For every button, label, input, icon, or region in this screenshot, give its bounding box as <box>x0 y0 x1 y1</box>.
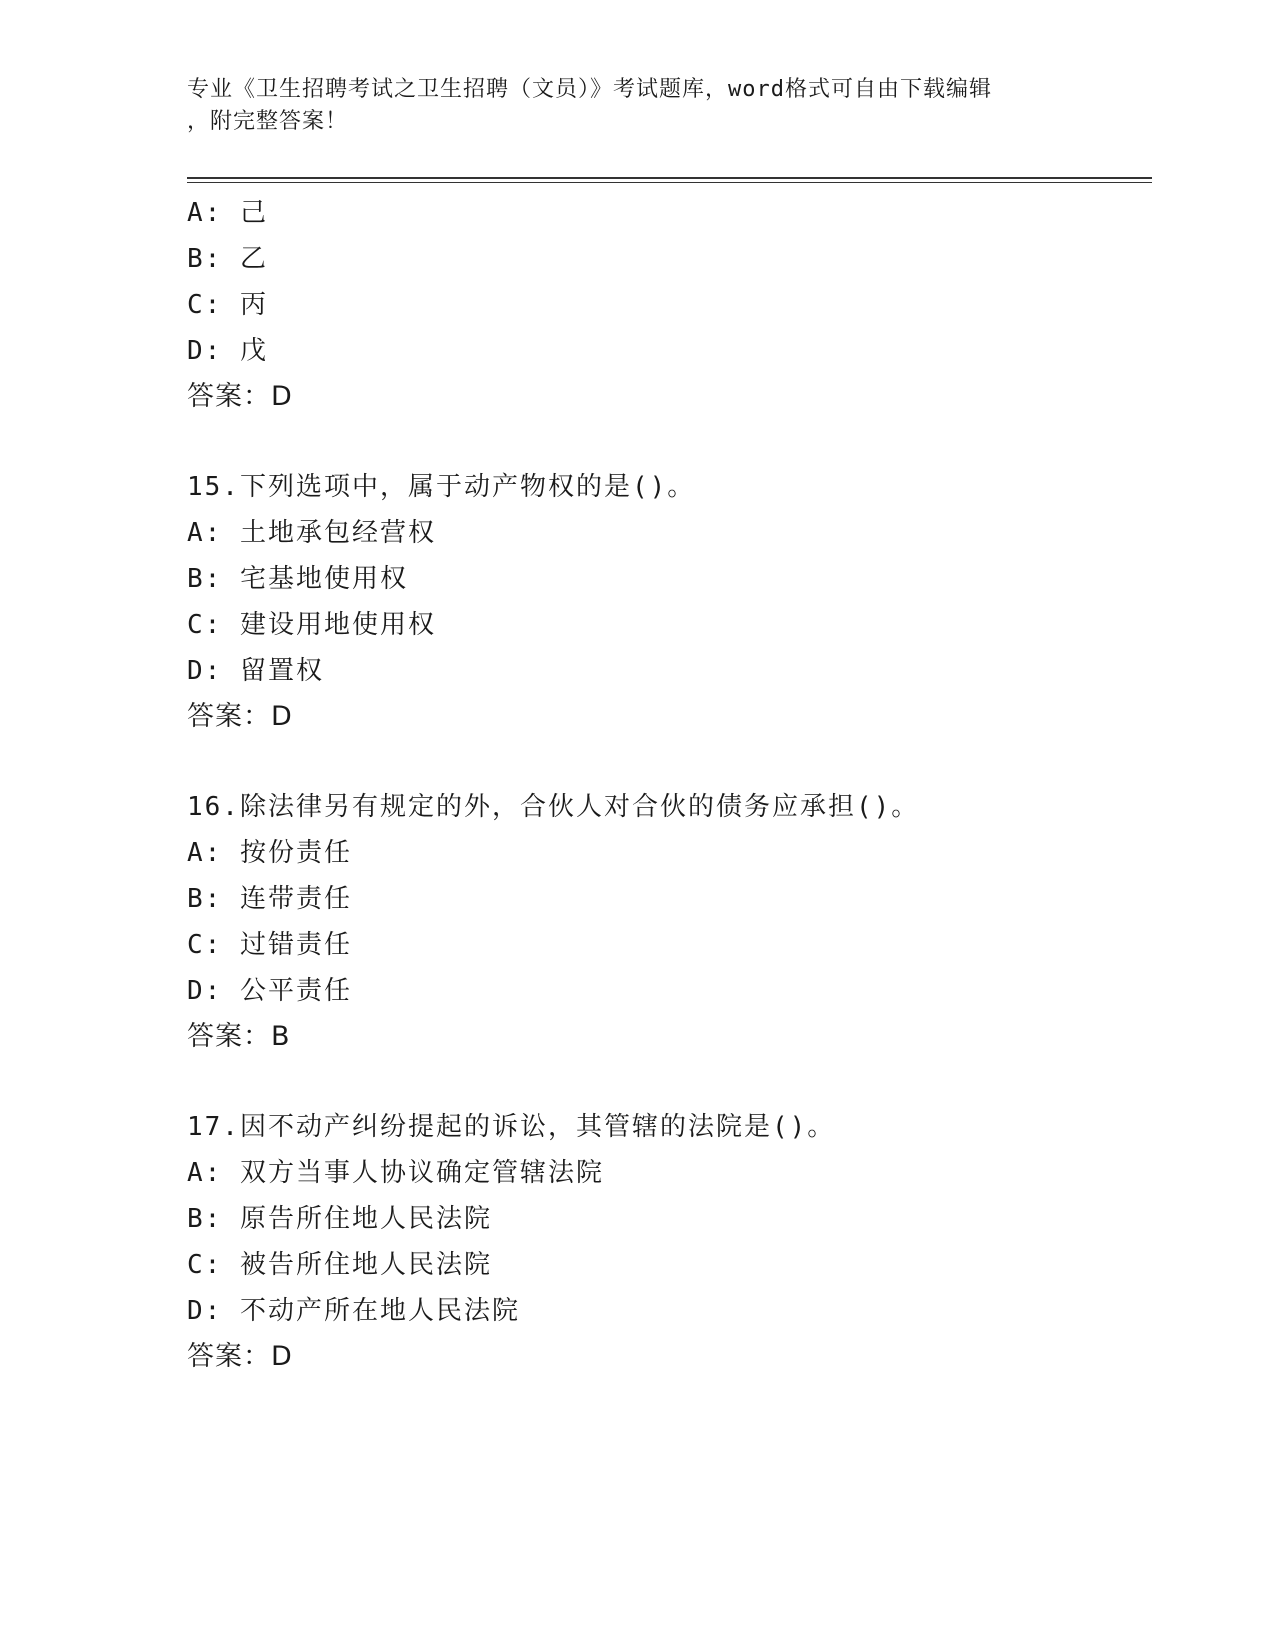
question-text: 16.除法律另有规定的外，合伙人对合伙的债务应承担()。 <box>187 792 920 822</box>
option-b: B: 连带责任 <box>187 884 352 914</box>
header-title-line-2: ，附完整答案！ <box>187 109 349 134</box>
answer-line: 答案：B <box>187 1021 291 1052</box>
question-block-16 <box>187 784 1147 1060</box>
question-block-17 <box>187 1104 1147 1380</box>
document-header <box>187 74 1067 138</box>
header-rule-thin <box>187 182 1152 183</box>
answer-line: 答案：D <box>187 701 293 732</box>
answer-line: 答案：D <box>187 1341 293 1372</box>
option-a: A: 双方当事人协议确定管辖法院 <box>187 1158 604 1188</box>
option-a: A: 按份责任 <box>187 838 352 868</box>
option-c: C: 丙 <box>187 290 268 320</box>
option-a: A: 土地承包经营权 <box>187 518 436 548</box>
option-b: B: 宅基地使用权 <box>187 564 408 594</box>
question-list <box>187 190 1147 1380</box>
option-d: D: 戊 <box>187 336 268 366</box>
option-b: B: 乙 <box>187 244 268 274</box>
option-c: C: 建设用地使用权 <box>187 610 436 640</box>
option-c: C: 过错责任 <box>187 930 352 960</box>
header-title-line-1: 专业《卫生招聘考试之卫生招聘（文员）》考试题库，word格式可自由下载编辑 <box>187 77 992 102</box>
option-d: D: 留置权 <box>187 656 324 686</box>
question-block-14 <box>187 190 1147 420</box>
option-d: D: 公平责任 <box>187 976 352 1006</box>
answer-line: 答案：D <box>187 381 293 412</box>
question-text: 17.因不动产纠纷提起的诉讼，其管辖的法院是()。 <box>187 1112 836 1142</box>
question-text: 15.下列选项中，属于动产物权的是()。 <box>187 472 696 502</box>
option-b: B: 原告所住地人民法院 <box>187 1204 492 1234</box>
option-d: D: 不动产所在地人民法院 <box>187 1296 520 1326</box>
option-a: A: 己 <box>187 198 268 228</box>
option-c: C: 被告所住地人民法院 <box>187 1250 492 1280</box>
header-rule-thick <box>187 177 1152 179</box>
question-block-15 <box>187 464 1147 740</box>
